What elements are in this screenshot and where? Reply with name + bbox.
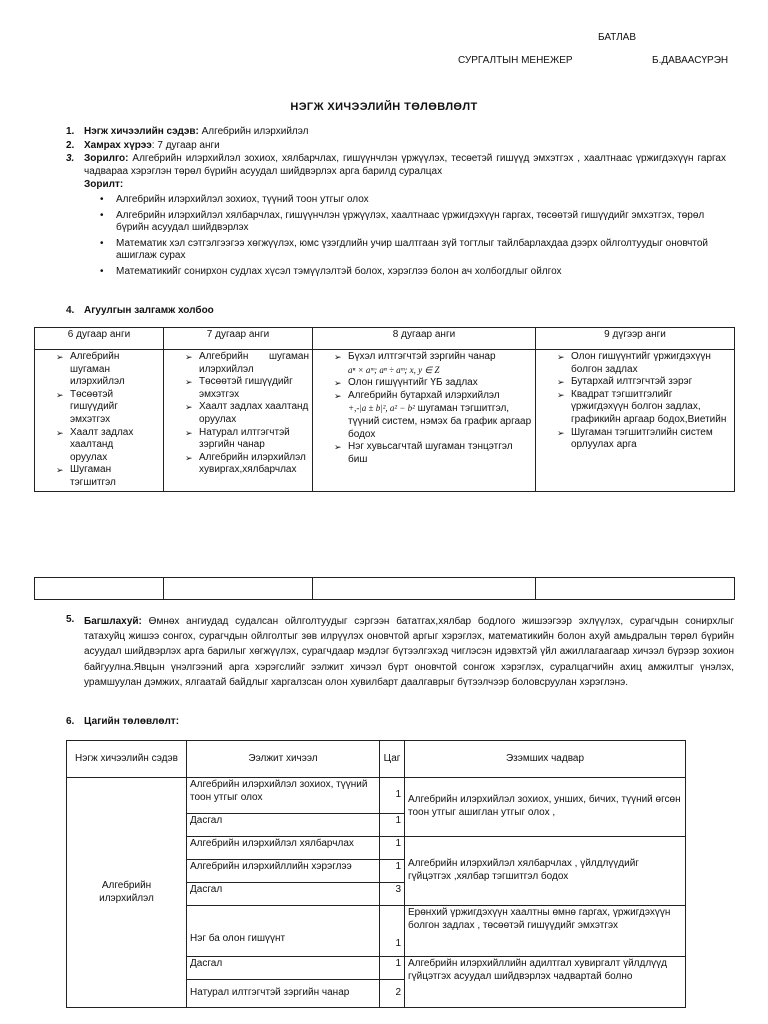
list-item: • Алгебрийн илэрхийлэл зохиох, түүний тоон утгыг олох (100, 194, 726, 207)
schedule-table (66, 740, 686, 1008)
page-title: НЭГЖ ХИЧЭЭЛИЙН ТӨЛӨВЛӨЛТ (290, 101, 478, 113)
header-lesson: Ээлжит хичээл (187, 741, 380, 778)
list-item: ➢ Төсөөтэй гишүүдийг эмхэтгэх (55, 389, 141, 427)
lesson-cell: Алгебрийн илэрхийллийн хэрэглээ (187, 860, 380, 883)
hours-cell: 1 (380, 957, 405, 980)
section-label: Цагийн төлөвлөлт: (84, 716, 180, 727)
schedule-heading (66, 716, 179, 729)
list-item: ➢ Төсөөтэй гишүүдийг эмхэтгэх (184, 376, 309, 401)
item-value: Алгебрийн илэрхийлэл зохиох, хялбарчлах, гишүүнчлэн үржүүлэх, тесөетэй гишүүд эмхэтгэх , хаалтнаас үржигдэхүүн гаргах чадвараа хэрэглэн төрөл бүрийн асуудал шийдвэрлэх арга барилд суралцах (84, 153, 726, 177)
section-label: Багшлахуй: (84, 616, 142, 627)
square-formula: +,-|a ± b|², a² − b² (348, 403, 415, 414)
item-label: Зорилго: (84, 153, 129, 165)
item-num: 1. (66, 126, 75, 137)
continuity-heading (66, 305, 214, 318)
item-text: Бүхэл илтгэгчтэй зэргийн чанар (348, 351, 496, 362)
manager-role: СУРГАЛТЫН МЕНЕЖЕР (458, 55, 573, 66)
list-item: • Математик хэл сэтгэлгээгээ хөгжүүлэх, юмс үзэгдлийн учир шалтгаан зүй тогтлыг тайлбарлахдаа дээрх ойлголтуудыг оновчтой ашиглаж сурах (100, 238, 726, 263)
section-num: 5. (66, 614, 75, 625)
skill-cell: Алгебрийн илэрхийлэл зохиох, унших, бичих, түүний өгсөн тоон утгыг ашиглан утгыг олох , (405, 778, 686, 837)
item-label: Нэгж хичээлийн сэдэв: (84, 126, 199, 137)
lesson-cell: Алгебрийн илэрхийлэл хялбарчлах (187, 837, 380, 860)
empty-cell (536, 578, 735, 600)
grade-7-cell (164, 350, 313, 492)
list-item: ➢ Квадрат тэгшитгэлийг үржигдэхүүн болгон задлах, графикийн аргаар бодох,Виетийн (556, 389, 731, 427)
lesson-cell: Алгебрийн илэрхийлэл зохиох, түүний тоон утгыг олох (187, 778, 380, 814)
goal-text (84, 153, 726, 178)
objectives-list (100, 194, 726, 279)
list-item: ➢ Бутархай илтгэгчтэй зэрэг (556, 376, 731, 389)
hours-cell: 3 (380, 883, 405, 906)
item-num: 2. (66, 139, 75, 151)
item-grade (66, 140, 726, 153)
item-goal (66, 153, 726, 178)
item-value: Алгебрийн илэрхийлэл (198, 126, 309, 137)
list-item: ➢ Шугаман тэгшитгэл (55, 464, 141, 489)
unit-cell: Алгебрийн илэрхийлэл (67, 778, 187, 1008)
list-item (333, 390, 532, 441)
list-item: ➢ Нэг хувьсагчтай шугаман тэнцэтгэл биш (333, 441, 532, 466)
item-label: Хамрах хүрээ (84, 139, 152, 151)
manager-name: Б.ДАВААСҮРЭН (652, 55, 729, 66)
item-text: Алгебрийн бутархай илэрхийлэл (348, 389, 500, 401)
approve-label: БАТЛАВ (598, 32, 637, 43)
list-item: ➢ Шугаман тэгшитгэлийн систем орлуулах арга (556, 427, 731, 452)
list-item: ➢ Хаалт задлах хаалтанд оруулах (55, 427, 141, 465)
empty-cell (35, 578, 164, 600)
hours-cell: 1 (380, 814, 405, 837)
lesson-cell: Дасгал (187, 814, 380, 837)
list-item: • Математикийг сонирхон судлах хүсэл тэмүүлэлтэй болох, хэрэглээ болон ач холбогдлыг ойлгох (100, 266, 726, 279)
list-item: ➢ Натурал илтгэгчтэй зэргийн чанар (184, 427, 309, 452)
hours-cell: 1 (380, 860, 405, 883)
empty-cell (313, 578, 536, 600)
hours-cell: 1 (380, 837, 405, 860)
list-item: ➢ Алгебрийн шугаман илэрхийлэл (184, 351, 309, 376)
empty-cell (164, 578, 313, 600)
hours-cell: 1 (380, 778, 405, 814)
list-item (333, 351, 532, 377)
hours-cell: 2 (380, 980, 405, 1008)
header-skill: Эзэмших чадвар (405, 741, 686, 778)
header-grade-7: 7 дугаар анги (164, 328, 313, 350)
list-item: ➢ Олон гишүүнтийг үржигдэхүүн болгон задлах (556, 351, 731, 376)
grade-6-cell (35, 350, 164, 492)
header-unit: Нэгж хичээлийн сэдэв (67, 741, 187, 778)
skill-cell: Алгебрийн илэрхийллийн адилтгал хувиргалт үйлдлүүд гүйцэтгэх асуудал шийдвэрлэх чадвартай болно (405, 957, 686, 1008)
lesson-cell: Дасгал (187, 883, 380, 906)
header-grade-9: 9 дүгээр анги (536, 328, 735, 350)
lesson-cell: Дасгал (187, 957, 380, 980)
empty-table (34, 577, 735, 600)
section-num: 6. (66, 716, 75, 727)
list-item: • Алгебрийн илэрхийлэл хялбарчлах, гишүүнчлэн үржүүлэх, хаалтнаас үржигдэхүүн гаргах, төсөөтэй гишүүдийг эмхэтгэх, төрөл бүрийн асуудал шийдвэрлэх (100, 210, 726, 235)
item-topic (66, 126, 726, 139)
section-num: 4. (66, 305, 75, 316)
power-formula: aⁿ × aᵐ; aⁿ ÷ aᵐ; x, y ∈ Z (348, 364, 440, 375)
hours-cell: 1 (380, 906, 405, 957)
list-item: ➢ Алгебрийн шугаман илэрхийлэл (55, 351, 141, 389)
objectives-label: Зорилт: (84, 179, 124, 191)
item-num: 3. (66, 153, 75, 165)
header-hours: Цаг (380, 741, 405, 778)
header-grade-8: 8 дугаар анги (313, 328, 536, 350)
item-value: : 7 дугаар анги (151, 139, 220, 151)
header-grade-6: 6 дугаар анги (35, 328, 164, 350)
list-item: ➢ Алгебрийн илэрхийлэл хувиргах,хялбарчлах (184, 452, 309, 477)
continuity-table (34, 327, 735, 492)
methodology-text (84, 614, 734, 690)
section-body: Өмнөх ангиудад судалсан ойлголтуудыг сэргээн бататгах,хялбар бодлого жишээгээр эхлүүлэх, сурагчдын сонирхлыг татахуйц жишээ сонгох, сурагчдын ойлголтыг зөв илрүүлэх оновчтой аргыг хэрэглэх, математикийн болон ахуй амьдралын төрөл бүрийн асуудал шийдвэрлэх арга барилыг хөгжүүлэх, сурагчдаар мэдлэг бүтээлгэхэд чиглэсэн идэвхтэй үйл ажиллагаагаар хичээл бүрээр зохион байгуулна.Явцын үнэлгээний арга хэрэгслийг ээлжит хичээл бүрт оновчтой сонгож хэрэглэх, суралцагчийн ахиц амжилтыг үнэлэх, урамшуулан дэмжих, ялгаатай байдлыг харгалзсан олон хувилбарт даалгаврыг бүтээлчээр боловсруулан хэрэглэнэ. (84, 616, 734, 688)
lesson-cell: Натурал илтгэгчтэй зэргийн чанар (187, 980, 380, 1008)
lesson-cell: Нэг ба олон гишүүнт (187, 906, 380, 957)
skill-cell: Алгебрийн илэрхийлэл хялбарчлах , үйлдлүүдийг гүйцэтгэх ,хялбар тэгшитгэл бодох (405, 837, 686, 906)
item-text: шугаман тэгшитгэл, түүний систем, нэмэх ба график аргаар бодох (348, 403, 532, 440)
grade-9-cell (536, 350, 735, 492)
methodology-section (66, 614, 734, 690)
skill-cell: Ерөнхий үржигдэхүүн хаалтны өмнө гаргах, үржигдэхүүн болгон задлах , төсөөтэй гишүүдийг эмхэтгэх (405, 906, 686, 957)
list-item: ➢ Хаалт задлах хаалтанд оруулах (184, 401, 309, 426)
section-label: Агуулгын залгамж холбоо (84, 305, 214, 316)
grade-8-cell (313, 350, 536, 492)
list-item: ➢ Олон гишүүнтийг ҮБ задлах (333, 377, 532, 390)
plan-items (66, 126, 726, 282)
